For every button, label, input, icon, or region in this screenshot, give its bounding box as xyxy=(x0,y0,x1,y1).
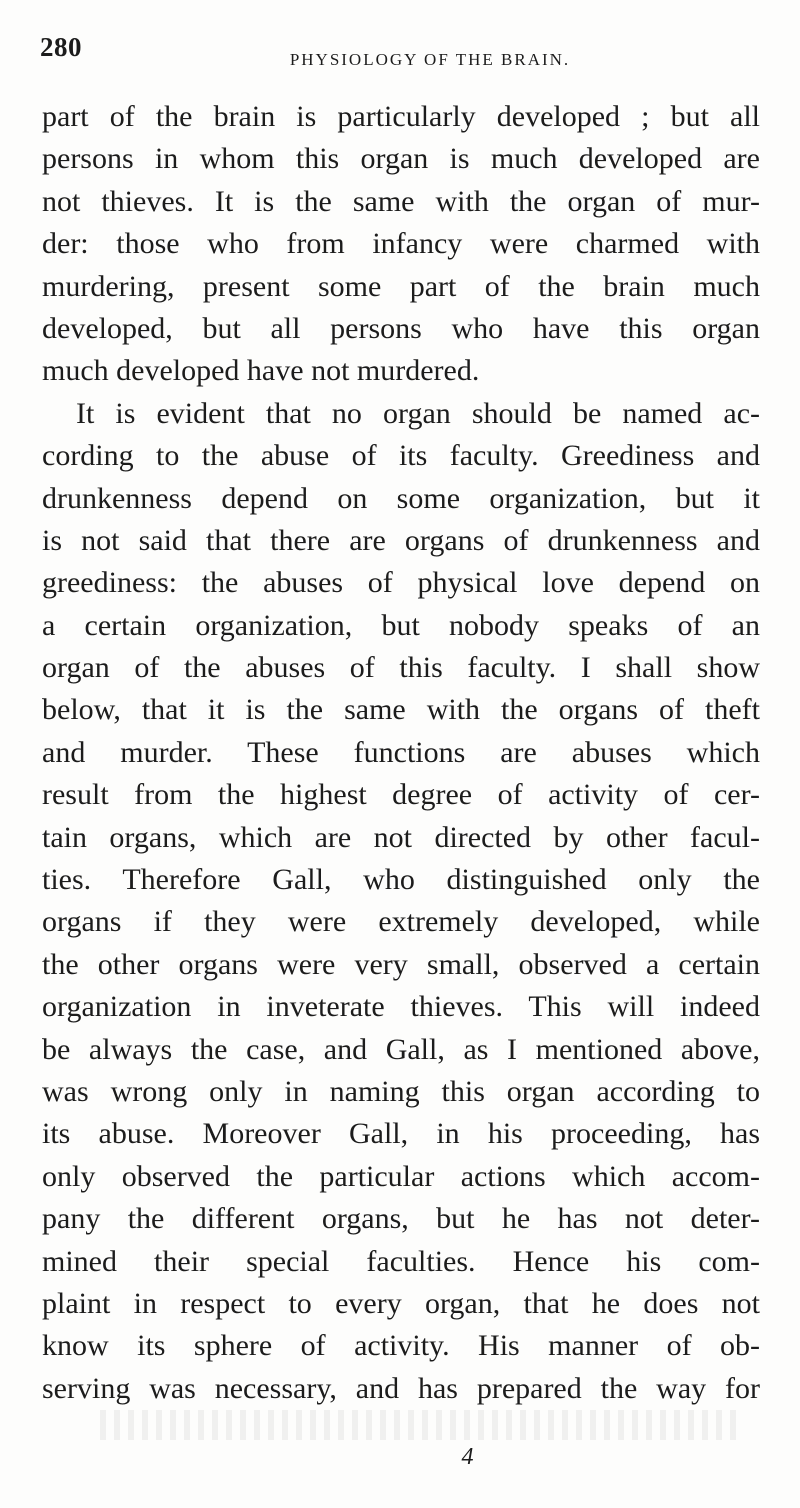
text-line: cording to the abuse of its faculty. Greediness and xyxy=(42,439,760,473)
page-number: 280 xyxy=(40,32,82,62)
signature-mark: 4 xyxy=(461,1444,474,1470)
text-line: much developed have not murdered. xyxy=(42,354,480,388)
text-line: ties. Therefore Gall, who distinguished only the xyxy=(42,863,760,897)
text-line: be always the case, and Gall, as I mentioned above, xyxy=(42,1032,760,1066)
body-text xyxy=(42,96,760,1410)
text-line: and murder. These functions are abuses which xyxy=(42,735,760,769)
text-line: persons in whom this organ is much developed are xyxy=(42,142,760,176)
text-line: organ of the abuses of this faculty. I shall show xyxy=(42,651,760,685)
text-line: organs if they were extremely developed, while xyxy=(42,905,760,939)
text-line: know its sphere of activity. His manner of ob- xyxy=(42,1329,760,1363)
page-header xyxy=(40,32,760,72)
text-line: mined their special faculties. Hence his com- xyxy=(42,1244,760,1278)
paragraph-start-line: It is evident that no organ should be named ac- xyxy=(76,396,760,430)
text-line: a certain organization, but nobody speaks of an xyxy=(42,608,760,642)
text-line: result from the highest degree of activity of cer- xyxy=(42,778,760,812)
text-line: organization in inveterate thieves. This will indeed xyxy=(42,990,760,1024)
text-line: only observed the particular actions which accom- xyxy=(42,1159,760,1193)
text-line: was wrong only in naming this organ according to xyxy=(42,1074,760,1108)
text-line: murdering, present some part of the brain much xyxy=(42,269,760,303)
text-line: greediness: the abuses of physical love depend on xyxy=(42,566,760,600)
text-line: tain organs, which are not directed by other facul- xyxy=(42,820,760,854)
text-line: pany the different organs, but he has not deter- xyxy=(42,1202,760,1236)
show-through-texture xyxy=(100,1410,740,1440)
text-line: serving was necessary, and has prepared the way for xyxy=(42,1371,760,1405)
text-line: plaint in respect to every organ, that he does not xyxy=(42,1286,760,1320)
running-head: PHYSIOLOGY OF THE BRAIN. xyxy=(289,50,571,69)
text-line: below, that it is the same with the organs of theft xyxy=(42,693,760,727)
text-line: not thieves. It is the same with the organ of mur- xyxy=(42,184,760,218)
text-line: drunkenness depend on some organization, but it xyxy=(42,481,760,515)
text-line: its abuse. Moreover Gall, in his proceeding, has xyxy=(42,1117,760,1151)
text-line: developed, but all persons who have this organ xyxy=(42,311,760,345)
text-line: is not said that there are organs of drunkenness and xyxy=(42,523,760,557)
text-line: the other organs were very small, observed a certain xyxy=(42,947,760,981)
text-line: part of the brain is particularly developed ; but all xyxy=(42,100,760,133)
text-line: der: those who from infancy were charmed with xyxy=(42,227,760,261)
